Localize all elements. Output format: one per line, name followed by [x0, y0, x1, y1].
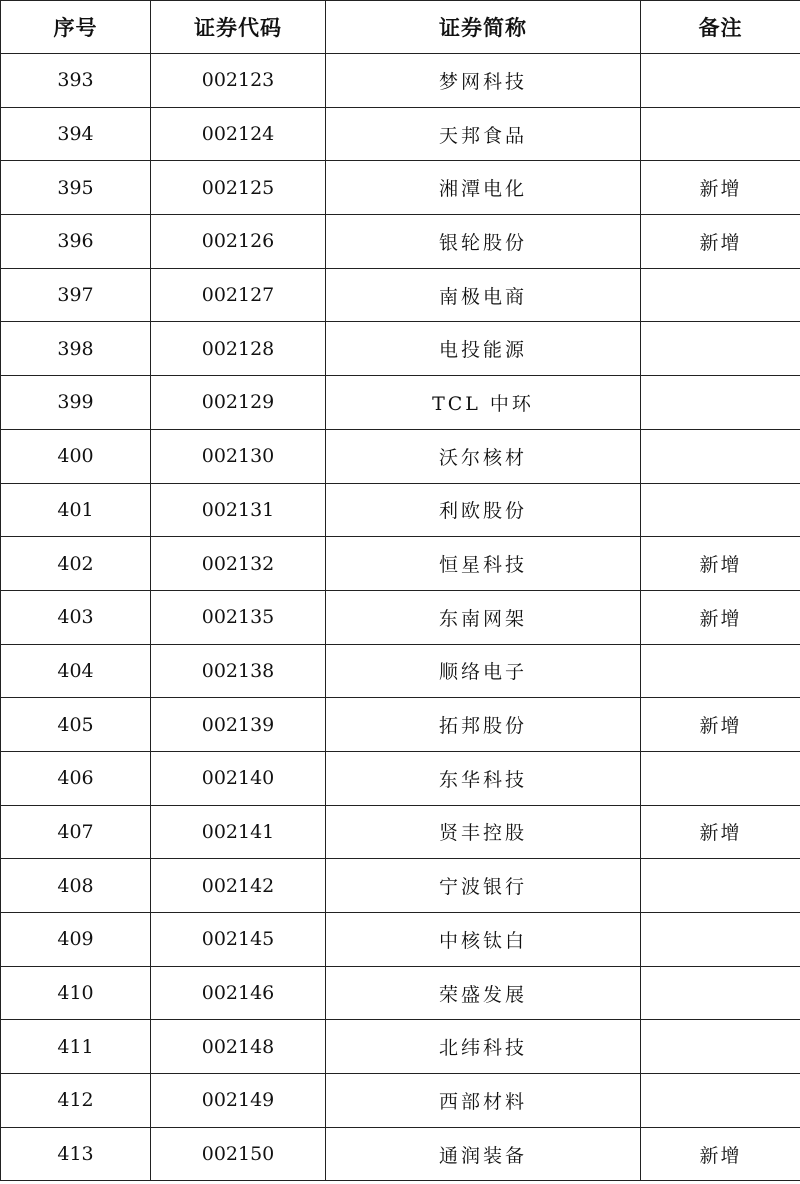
row-security-code: 002140 — [151, 751, 326, 805]
row-remark — [641, 322, 800, 376]
row-remark — [641, 966, 800, 1020]
table-row — [1, 698, 800, 752]
table-row — [1, 483, 800, 537]
row-security-code: 002124 — [151, 107, 326, 161]
row-security-name: 中核钛白 — [326, 913, 641, 967]
row-security-name: 北纬科技 — [326, 1020, 641, 1074]
row-security-name: 湘潭电化 — [326, 161, 641, 215]
header-security-name: 证券简称 — [326, 1, 641, 54]
row-remark: 新增 — [641, 215, 800, 269]
table-row — [1, 1127, 800, 1181]
header-index: 序号 — [1, 1, 151, 54]
table-row — [1, 805, 800, 859]
row-security-code: 002127 — [151, 268, 326, 322]
row-index: 408 — [1, 859, 151, 913]
row-security-name: 银轮股份 — [326, 215, 641, 269]
row-index: 410 — [1, 966, 151, 1020]
row-security-code: 002148 — [151, 1020, 326, 1074]
row-security-name: 东南网架 — [326, 590, 641, 644]
row-security-code: 002138 — [151, 644, 326, 698]
table-row — [1, 268, 800, 322]
row-index: 404 — [1, 644, 151, 698]
header-row — [1, 1, 800, 54]
row-security-name: 南极电商 — [326, 268, 641, 322]
row-security-code: 002141 — [151, 805, 326, 859]
row-index: 412 — [1, 1074, 151, 1128]
table-row — [1, 644, 800, 698]
row-security-name: 恒星科技 — [326, 537, 641, 591]
table-row — [1, 322, 800, 376]
table-row — [1, 859, 800, 913]
table-row — [1, 429, 800, 483]
row-security-name: 电投能源 — [326, 322, 641, 376]
header-security-code: 证券代码 — [151, 1, 326, 54]
row-remark — [641, 751, 800, 805]
row-remark — [641, 644, 800, 698]
row-security-code: 002145 — [151, 913, 326, 967]
table-row — [1, 215, 800, 269]
row-remark: 新增 — [641, 161, 800, 215]
row-security-name: 利欧股份 — [326, 483, 641, 537]
row-security-code: 002129 — [151, 376, 326, 430]
row-security-name: 通润装备 — [326, 1127, 641, 1181]
row-security-name: TCL 中环 — [326, 376, 641, 430]
row-security-name: 拓邦股份 — [326, 698, 641, 752]
row-index: 394 — [1, 107, 151, 161]
table-row — [1, 537, 800, 591]
row-remark — [641, 107, 800, 161]
row-remark — [641, 429, 800, 483]
row-remark: 新增 — [641, 698, 800, 752]
table-row — [1, 913, 800, 967]
row-index: 395 — [1, 161, 151, 215]
row-security-name: 宁波银行 — [326, 859, 641, 913]
row-index: 393 — [1, 54, 151, 108]
table-row — [1, 751, 800, 805]
row-index: 403 — [1, 590, 151, 644]
row-index: 400 — [1, 429, 151, 483]
row-security-code: 002130 — [151, 429, 326, 483]
row-security-name: 荣盛发展 — [326, 966, 641, 1020]
row-index: 399 — [1, 376, 151, 430]
row-security-code: 002150 — [151, 1127, 326, 1181]
row-security-name: 梦网科技 — [326, 54, 641, 108]
table-row — [1, 376, 800, 430]
row-security-code: 002123 — [151, 54, 326, 108]
row-remark: 新增 — [641, 590, 800, 644]
row-index: 401 — [1, 483, 151, 537]
row-index: 407 — [1, 805, 151, 859]
row-remark — [641, 1074, 800, 1128]
table-row — [1, 107, 800, 161]
row-remark — [641, 54, 800, 108]
table-row — [1, 590, 800, 644]
row-security-code: 002139 — [151, 698, 326, 752]
table-row — [1, 161, 800, 215]
table-row — [1, 1020, 800, 1074]
table-row — [1, 966, 800, 1020]
row-security-name: 天邦食品 — [326, 107, 641, 161]
row-security-code: 002142 — [151, 859, 326, 913]
row-security-code: 002146 — [151, 966, 326, 1020]
row-security-code: 002149 — [151, 1074, 326, 1128]
row-remark — [641, 483, 800, 537]
row-security-code: 002128 — [151, 322, 326, 376]
row-index: 413 — [1, 1127, 151, 1181]
row-remark: 新增 — [641, 1127, 800, 1181]
row-remark — [641, 913, 800, 967]
row-security-name: 东华科技 — [326, 751, 641, 805]
row-security-code: 002131 — [151, 483, 326, 537]
row-index: 409 — [1, 913, 151, 967]
row-index: 398 — [1, 322, 151, 376]
row-security-name: 贤丰控股 — [326, 805, 641, 859]
row-index: 397 — [1, 268, 151, 322]
row-security-name: 沃尔核材 — [326, 429, 641, 483]
row-security-name: 西部材料 — [326, 1074, 641, 1128]
row-remark — [641, 859, 800, 913]
row-index: 406 — [1, 751, 151, 805]
table-row — [1, 54, 800, 108]
row-security-name: 顺络电子 — [326, 644, 641, 698]
row-security-code: 002125 — [151, 161, 326, 215]
row-index: 396 — [1, 215, 151, 269]
row-remark: 新增 — [641, 537, 800, 591]
row-index: 405 — [1, 698, 151, 752]
row-index: 402 — [1, 537, 151, 591]
row-remark — [641, 268, 800, 322]
row-security-code: 002132 — [151, 537, 326, 591]
row-security-code: 002126 — [151, 215, 326, 269]
row-remark — [641, 376, 800, 430]
row-remark: 新增 — [641, 805, 800, 859]
table-row — [1, 1074, 800, 1128]
row-security-code: 002135 — [151, 590, 326, 644]
header-remark: 备注 — [641, 1, 800, 54]
row-remark — [641, 1020, 800, 1074]
row-index: 411 — [1, 1020, 151, 1074]
